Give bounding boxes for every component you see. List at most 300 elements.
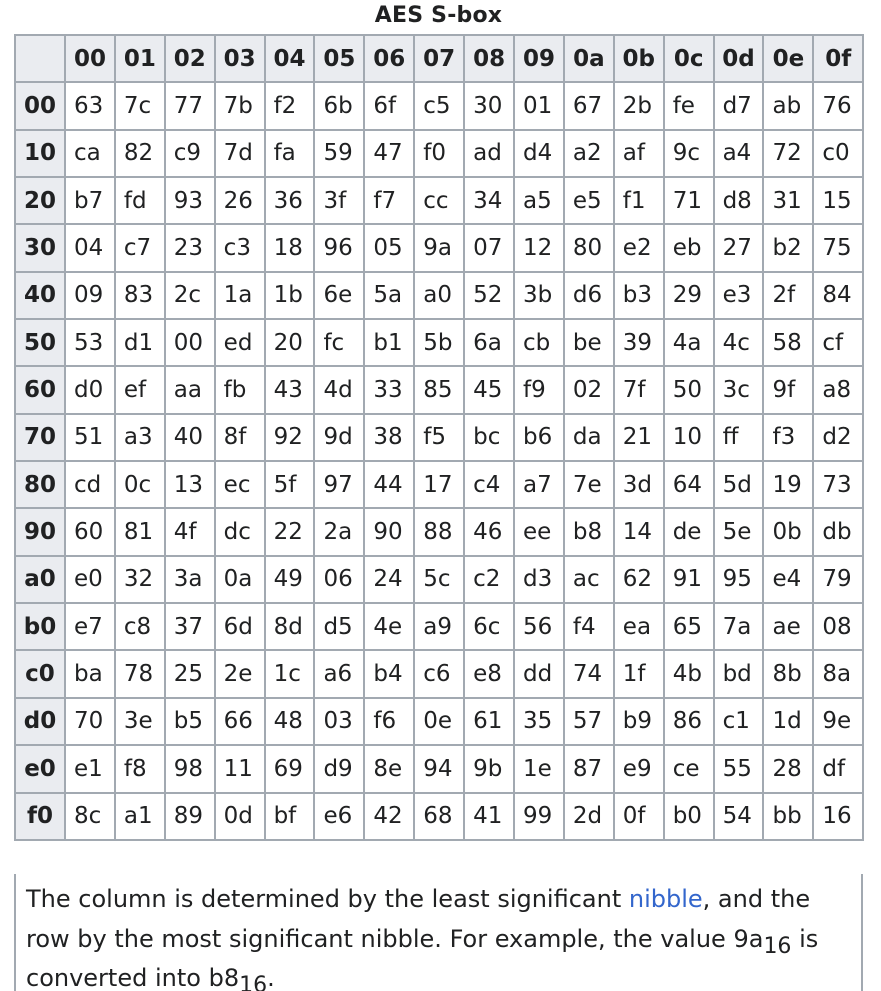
- sbox-cell: e6: [314, 793, 364, 840]
- example-input-value: 9a: [733, 924, 764, 953]
- table-row: [15, 793, 863, 840]
- sbox-cell: 13: [165, 461, 215, 508]
- sbox-cell: ca: [65, 130, 115, 177]
- sbox-cell: be: [564, 319, 614, 366]
- sbox-cell: 53: [65, 319, 115, 366]
- sbox-cell: fc: [314, 319, 364, 366]
- sbox-cell: a9: [414, 603, 464, 650]
- sbox-cell: 7d: [215, 130, 265, 177]
- sbox-cell: a5: [514, 177, 564, 224]
- header-row: [15, 35, 863, 82]
- sbox-cell: 42: [364, 793, 414, 840]
- column-header: 09: [514, 35, 564, 82]
- sbox-cell: fb: [215, 366, 265, 413]
- sbox-cell: 7a: [714, 603, 764, 650]
- sbox-cell: 82: [115, 130, 165, 177]
- sbox-cell: f8: [115, 745, 165, 792]
- sbox-cell: 09: [65, 272, 115, 319]
- sbox-cell: 4e: [364, 603, 414, 650]
- sbox-cell: 26: [215, 177, 265, 224]
- sbox-cell: ff: [714, 414, 764, 461]
- sbox-cell: db: [813, 508, 863, 555]
- sbox-cell: fe: [664, 82, 714, 129]
- sbox-cell: f6: [364, 698, 414, 745]
- sbox-cell: b3: [614, 272, 664, 319]
- sbox-cell: a1: [115, 793, 165, 840]
- sbox-body: [15, 82, 863, 840]
- sbox-cell: 75: [813, 224, 863, 271]
- sbox-cell: d4: [514, 130, 564, 177]
- column-header: 0d: [714, 35, 764, 82]
- column-header: 0c: [664, 35, 714, 82]
- sbox-cell: fd: [115, 177, 165, 224]
- note-text-1: The column is determined by the least significant: [26, 885, 629, 913]
- sbox-cell: 7f: [614, 366, 664, 413]
- sbox-cell: 00: [165, 319, 215, 366]
- sbox-cell: 23: [165, 224, 215, 271]
- table-row: [15, 745, 863, 792]
- row-header: e0: [15, 745, 65, 792]
- sbox-cell: 1f: [614, 650, 664, 697]
- sbox-cell: d0: [65, 366, 115, 413]
- sbox-cell: 72: [763, 130, 813, 177]
- sbox-cell: 8a: [813, 650, 863, 697]
- column-header: 0a: [564, 35, 614, 82]
- sbox-cell: ab: [763, 82, 813, 129]
- sbox-cell: 3e: [115, 698, 165, 745]
- sbox-cell: 47: [364, 130, 414, 177]
- column-header: 00: [65, 35, 115, 82]
- row-header: 60: [15, 366, 65, 413]
- sbox-cell: cc: [414, 177, 464, 224]
- sbox-cell: df: [813, 745, 863, 792]
- sbox-cell: 1e: [514, 745, 564, 792]
- sbox-cell: 1d: [763, 698, 813, 745]
- example-input-base: 16: [763, 933, 792, 959]
- sbox-cell: fa: [265, 130, 315, 177]
- sbox-cell: ee: [514, 508, 564, 555]
- sbox-cell: c3: [215, 224, 265, 271]
- sbox-cell: 96: [314, 224, 364, 271]
- sbox-cell: ae: [763, 603, 813, 650]
- row-header: 00: [15, 82, 65, 129]
- sbox-cell: c6: [414, 650, 464, 697]
- sbox-cell: d5: [314, 603, 364, 650]
- sbox-cell: 91: [664, 556, 714, 603]
- sbox-cell: 2a: [314, 508, 364, 555]
- sbox-cell: 20: [265, 319, 315, 366]
- sbox-cell: c8: [115, 603, 165, 650]
- sbox-cell: 40: [165, 414, 215, 461]
- sbox-cell: 84: [813, 272, 863, 319]
- row-header: a0: [15, 556, 65, 603]
- sbox-cell: 3c: [714, 366, 764, 413]
- sbox-cell: e3: [714, 272, 764, 319]
- sbox-cell: 2e: [215, 650, 265, 697]
- sbox-cell: d1: [115, 319, 165, 366]
- sbox-cell: bd: [714, 650, 764, 697]
- row-header: 80: [15, 461, 65, 508]
- sbox-cell: 6f: [364, 82, 414, 129]
- column-header: 04: [265, 35, 315, 82]
- sbox-cell: 29: [664, 272, 714, 319]
- table-row: [15, 556, 863, 603]
- sbox-cell: 01: [514, 82, 564, 129]
- sbox-cell: 67: [564, 82, 614, 129]
- column-header: 05: [314, 35, 364, 82]
- sbox-cell: 12: [514, 224, 564, 271]
- sbox-cell: 9c: [664, 130, 714, 177]
- sbox-cell: 4c: [714, 319, 764, 366]
- sbox-cell: f2: [265, 82, 315, 129]
- sbox-cell: 97: [314, 461, 364, 508]
- sbox-cell: 0f: [614, 793, 664, 840]
- sbox-cell: ef: [115, 366, 165, 413]
- sbox-cell: de: [664, 508, 714, 555]
- sbox-cell: aa: [165, 366, 215, 413]
- table-row: [15, 224, 863, 271]
- sbox-cell: c5: [414, 82, 464, 129]
- table-row: [15, 698, 863, 745]
- sbox-cell: 4d: [314, 366, 364, 413]
- sbox-cell: 3d: [614, 461, 664, 508]
- sbox-cell: b1: [364, 319, 414, 366]
- column-header: 02: [165, 35, 215, 82]
- sbox-cell: ec: [215, 461, 265, 508]
- sbox-cell: b9: [614, 698, 664, 745]
- sbox-cell: 8d: [265, 603, 315, 650]
- example-output-value: b8: [208, 964, 240, 991]
- note-text-4: .: [267, 964, 275, 991]
- sbox-cell: 28: [763, 745, 813, 792]
- sbox-cell: bf: [265, 793, 315, 840]
- sbox-cell: 33: [364, 366, 414, 413]
- sbox-cell: da: [564, 414, 614, 461]
- sbox-cell: 50: [664, 366, 714, 413]
- sbox-cell: 18: [265, 224, 315, 271]
- sbox-cell: 61: [464, 698, 514, 745]
- sbox-cell: 0d: [215, 793, 265, 840]
- sbox-cell: 79: [813, 556, 863, 603]
- sbox-cell: a7: [514, 461, 564, 508]
- sbox-cell: 64: [664, 461, 714, 508]
- sbox-cell: 45: [464, 366, 514, 413]
- sbox-cell: 08: [813, 603, 863, 650]
- sbox-cell: af: [614, 130, 664, 177]
- sbox-cell: c0: [813, 130, 863, 177]
- sbox-cell: 34: [464, 177, 514, 224]
- row-header: b0: [15, 603, 65, 650]
- sbox-cell: 89: [165, 793, 215, 840]
- sbox-cell: 0b: [763, 508, 813, 555]
- table-row: [15, 414, 863, 461]
- sbox-cell: 49: [265, 556, 315, 603]
- sbox-cell: 7c: [115, 82, 165, 129]
- sbox-cell: 94: [414, 745, 464, 792]
- table-row: [15, 272, 863, 319]
- table-caption: AES S-box: [374, 3, 503, 28]
- sbox-cell: 5b: [414, 319, 464, 366]
- sbox-cell: 73: [813, 461, 863, 508]
- sbox-cell: 35: [514, 698, 564, 745]
- sbox-cell: 65: [664, 603, 714, 650]
- sbox-cell: f1: [614, 177, 664, 224]
- sbox-cell: bb: [763, 793, 813, 840]
- sbox-cell: 60: [65, 508, 115, 555]
- sbox-cell: 8f: [215, 414, 265, 461]
- sbox-cell: 9f: [763, 366, 813, 413]
- sbox-cell: 95: [714, 556, 764, 603]
- sbox-cell: 8c: [65, 793, 115, 840]
- table-row: [15, 130, 863, 177]
- sbox-cell: 21: [614, 414, 664, 461]
- sbox-cell: ea: [614, 603, 664, 650]
- table-row: [15, 461, 863, 508]
- sbox-cell: 48: [265, 698, 315, 745]
- sbox-cell: 62: [614, 556, 664, 603]
- sbox-cell: e5: [564, 177, 614, 224]
- column-header: 07: [414, 35, 464, 82]
- sbox-cell: 92: [265, 414, 315, 461]
- sbox-cell: 24: [364, 556, 414, 603]
- sbox-cell: b0: [664, 793, 714, 840]
- sbox-cell: 76: [813, 82, 863, 129]
- sbox-cell: 15: [813, 177, 863, 224]
- column-header: 0b: [614, 35, 664, 82]
- sbox-cell: 32: [115, 556, 165, 603]
- sbox-cell: a8: [813, 366, 863, 413]
- sbox-cell: 90: [364, 508, 414, 555]
- table-row: [15, 603, 863, 650]
- sbox-cell: 1c: [265, 650, 315, 697]
- sbox-cell: cb: [514, 319, 564, 366]
- sbox-cell: 66: [215, 698, 265, 745]
- sbox-cell: 3b: [514, 272, 564, 319]
- sbox-cell: 2c: [165, 272, 215, 319]
- sbox-cell: 03: [314, 698, 364, 745]
- sbox-cell: 6d: [215, 603, 265, 650]
- sbox-cell: 46: [464, 508, 514, 555]
- row-header: f0: [15, 793, 65, 840]
- sbox-cell: 77: [165, 82, 215, 129]
- sbox-cell: 86: [664, 698, 714, 745]
- sbox-cell: b6: [514, 414, 564, 461]
- sbox-cell: d2: [813, 414, 863, 461]
- note-text-3: is converted into: [26, 924, 819, 991]
- table-row: [15, 319, 863, 366]
- row-header: d0: [15, 698, 65, 745]
- table-note: [14, 874, 863, 991]
- sbox-cell: 16: [813, 793, 863, 840]
- sbox-cell: 0c: [115, 461, 165, 508]
- sbox-cell: 71: [664, 177, 714, 224]
- sbox-cell: f4: [564, 603, 614, 650]
- sbox-cell: 6e: [314, 272, 364, 319]
- sbox-cell: 06: [314, 556, 364, 603]
- sbox-cell: c4: [464, 461, 514, 508]
- sbox-cell: cd: [65, 461, 115, 508]
- sbox-cell: b2: [763, 224, 813, 271]
- column-header: 0e: [763, 35, 813, 82]
- column-header: 03: [215, 35, 265, 82]
- sbox-cell: 38: [364, 414, 414, 461]
- sbox-cell: 5a: [364, 272, 414, 319]
- sbox-cell: 81: [115, 508, 165, 555]
- sbox-cell: e4: [763, 556, 813, 603]
- sbox-cell: eb: [664, 224, 714, 271]
- sbox-cell: 25: [165, 650, 215, 697]
- sbox-cell: b5: [165, 698, 215, 745]
- sbox-cell: a3: [115, 414, 165, 461]
- sbox-cell: 27: [714, 224, 764, 271]
- sbox-cell: 5f: [265, 461, 315, 508]
- sbox-cell: 88: [414, 508, 464, 555]
- sbox-cell: a4: [714, 130, 764, 177]
- sbox-cell: 14: [614, 508, 664, 555]
- sbox-cell: 5d: [714, 461, 764, 508]
- sbox-cell: 2f: [763, 272, 813, 319]
- sbox-cell: 22: [265, 508, 315, 555]
- sbox-cell: a0: [414, 272, 464, 319]
- sbox-cell: 55: [714, 745, 764, 792]
- sbox-cell: 56: [514, 603, 564, 650]
- sbox-cell: 0e: [414, 698, 464, 745]
- sbox-cell: 3f: [314, 177, 364, 224]
- sbox-cell: 07: [464, 224, 514, 271]
- sbox-cell: e1: [65, 745, 115, 792]
- sbox-cell: 93: [165, 177, 215, 224]
- sbox-cell: 99: [514, 793, 564, 840]
- sbox-cell: 2d: [564, 793, 614, 840]
- sbox-cell: ce: [664, 745, 714, 792]
- sbox-cell: e2: [614, 224, 664, 271]
- sbox-cell: 51: [65, 414, 115, 461]
- sbox-cell: 83: [115, 272, 165, 319]
- sbox-cell: 9a: [414, 224, 464, 271]
- sbox-cell: 5c: [414, 556, 464, 603]
- sbox-cell: ad: [464, 130, 514, 177]
- sbox-cell: 78: [115, 650, 165, 697]
- sbox-cell: 69: [265, 745, 315, 792]
- column-header: 01: [115, 35, 165, 82]
- sbox-cell: 39: [614, 319, 664, 366]
- sbox-cell: 63: [65, 82, 115, 129]
- sbox-cell: b8: [564, 508, 614, 555]
- table-row: [15, 508, 863, 555]
- sbox-cell: 74: [564, 650, 614, 697]
- sbox-cell: 4f: [165, 508, 215, 555]
- sbox-cell: 43: [265, 366, 315, 413]
- sbox-cell: 0a: [215, 556, 265, 603]
- sbox-cell: e7: [65, 603, 115, 650]
- row-header: 50: [15, 319, 65, 366]
- sbox-cell: 3a: [165, 556, 215, 603]
- sbox-cell: 85: [414, 366, 464, 413]
- sbox-cell: e8: [464, 650, 514, 697]
- sbox-cell: 4a: [664, 319, 714, 366]
- sbox-cell: dd: [514, 650, 564, 697]
- table-row: [15, 366, 863, 413]
- sbox-cell: 1a: [215, 272, 265, 319]
- sbox-cell: d7: [714, 82, 764, 129]
- row-header: 10: [15, 130, 65, 177]
- sbox-cell: 10: [664, 414, 714, 461]
- sbox-cell: cf: [813, 319, 863, 366]
- sbox-cell: a6: [314, 650, 364, 697]
- sbox-cell: e9: [614, 745, 664, 792]
- sbox-cell: b4: [364, 650, 414, 697]
- row-header: 90: [15, 508, 65, 555]
- sbox-cell: 7e: [564, 461, 614, 508]
- sbox-cell: d6: [564, 272, 614, 319]
- row-header: 20: [15, 177, 65, 224]
- sbox-cell: ed: [215, 319, 265, 366]
- sbox-cell: 31: [763, 177, 813, 224]
- column-header: 06: [364, 35, 414, 82]
- sbox-cell: 68: [414, 793, 464, 840]
- sbox-cell: f3: [763, 414, 813, 461]
- sbox-cell: e0: [65, 556, 115, 603]
- sbox-cell: 6b: [314, 82, 364, 129]
- row-header: 40: [15, 272, 65, 319]
- sbox-table: [14, 34, 864, 841]
- sbox-cell: f9: [514, 366, 564, 413]
- sbox-cell: 57: [564, 698, 614, 745]
- sbox-cell: 36: [265, 177, 315, 224]
- sbox-cell: 80: [564, 224, 614, 271]
- sbox-cell: 58: [763, 319, 813, 366]
- sbox-cell: 87: [564, 745, 614, 792]
- sbox-cell: bc: [464, 414, 514, 461]
- sbox-cell: b7: [65, 177, 115, 224]
- sbox-cell: 41: [464, 793, 514, 840]
- column-header: 0f: [813, 35, 863, 82]
- sbox-cell: 70: [65, 698, 115, 745]
- sbox-cell: f5: [414, 414, 464, 461]
- sbox-cell: 52: [464, 272, 514, 319]
- sbox-cell: a2: [564, 130, 614, 177]
- sbox-cell: 17: [414, 461, 464, 508]
- sbox-cell: ac: [564, 556, 614, 603]
- sbox-cell: 8b: [763, 650, 813, 697]
- table-row: [15, 650, 863, 697]
- sbox-cell: d9: [314, 745, 364, 792]
- table-row: [15, 82, 863, 129]
- sbox-cell: 30: [464, 82, 514, 129]
- example-output-base: 16: [239, 973, 268, 991]
- note-text-2: , and the row by the most significant nibble. For example, the value: [26, 885, 811, 953]
- row-header: c0: [15, 650, 65, 697]
- sbox-cell: 5e: [714, 508, 764, 555]
- sbox-cell: 98: [165, 745, 215, 792]
- nibble-link[interactable]: nibble: [628, 885, 703, 913]
- sbox-cell: 6a: [464, 319, 514, 366]
- sbox-cell: c1: [714, 698, 764, 745]
- sbox-cell: 4b: [664, 650, 714, 697]
- sbox-cell: 9d: [314, 414, 364, 461]
- sbox-cell: 37: [165, 603, 215, 650]
- sbox-cell: 8e: [364, 745, 414, 792]
- sbox-cell: 05: [364, 224, 414, 271]
- sbox-cell: c2: [464, 556, 514, 603]
- sbox-cell: f0: [414, 130, 464, 177]
- sbox-cell: 9b: [464, 745, 514, 792]
- sbox-cell: 44: [364, 461, 414, 508]
- row-header: 30: [15, 224, 65, 271]
- sbox-cell: 7b: [215, 82, 265, 129]
- sbox-cell: 02: [564, 366, 614, 413]
- sbox-cell: f7: [364, 177, 414, 224]
